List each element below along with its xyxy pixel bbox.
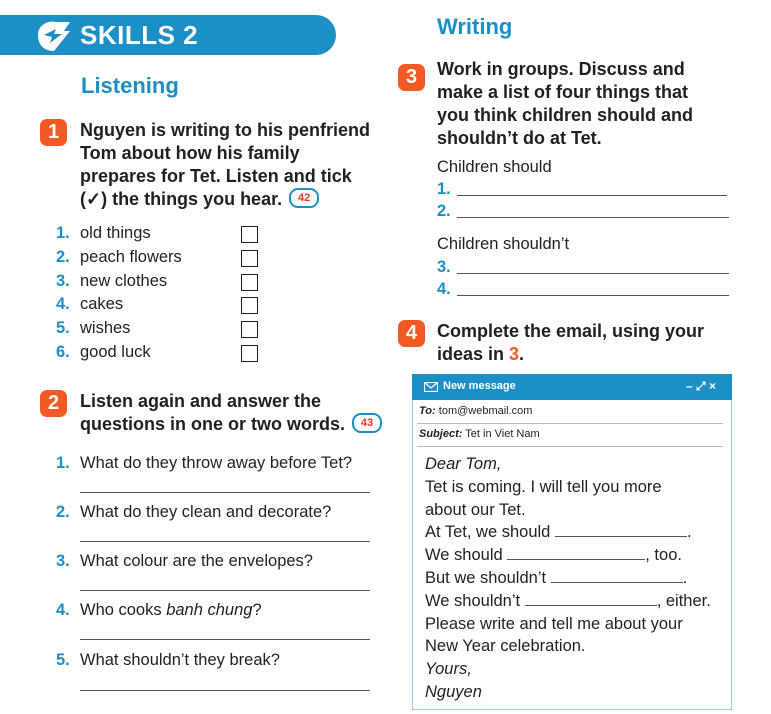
blank-field[interactable] xyxy=(507,545,645,560)
page-title: SKILLS 2 xyxy=(80,20,199,50)
answer-line[interactable] xyxy=(80,590,370,591)
window-controls[interactable]: – ⤢ × xyxy=(686,379,716,393)
writing-heading: Writing xyxy=(437,14,513,39)
email-line: But we shouldn’t . xyxy=(425,568,688,587)
answer-line[interactable] xyxy=(80,639,370,640)
arrow-hand-icon xyxy=(34,17,74,53)
list-number: 2. xyxy=(437,202,451,220)
question: 1. What do they throw away before Tet? xyxy=(56,454,353,472)
tick-box[interactable] xyxy=(241,345,258,362)
list-item: 4. cakes xyxy=(56,295,124,313)
email-signature: Nguyen xyxy=(425,682,482,701)
list-item: 6. good luck xyxy=(56,343,151,361)
email-line: At Tet, we should . xyxy=(425,523,692,542)
divider xyxy=(417,423,723,424)
email-to-field[interactable]: To: tom@webmail.com xyxy=(419,405,533,417)
answer-line[interactable] xyxy=(80,690,370,691)
exercise-2-badge: 2 xyxy=(40,390,67,417)
tick-box[interactable] xyxy=(241,297,258,314)
answer-line[interactable] xyxy=(457,217,729,218)
email-closing: Yours, xyxy=(425,660,472,679)
tick-box[interactable] xyxy=(241,274,258,291)
email-line: We shouldn’t , either. xyxy=(425,591,711,610)
audio-track-icon[interactable]: 43 xyxy=(352,413,382,433)
tick-box[interactable] xyxy=(241,250,258,267)
blank-field[interactable] xyxy=(555,522,687,537)
envelope-icon xyxy=(424,382,438,392)
email-subject-field[interactable]: Subject: Tet in Viet Nam xyxy=(419,428,540,440)
email-line: New Year celebration. xyxy=(425,637,586,656)
list-number: 1. xyxy=(437,180,451,198)
answer-line[interactable] xyxy=(457,295,729,296)
exercise-3-instruction: Work in groups. Discuss and make a list of four things that you think children should and shouldn’t do at Tet. xyxy=(437,59,694,148)
question: 4. Who cooks banh chung? xyxy=(56,601,262,619)
question: 5. What shouldn’t they break? xyxy=(56,651,280,669)
tick-box[interactable] xyxy=(241,321,258,338)
audio-track-icon[interactable]: 42 xyxy=(289,188,319,208)
list-number: 4. xyxy=(437,280,451,298)
list-item: 2. peach flowers xyxy=(56,248,182,266)
list-item: 3. new clothes xyxy=(56,272,168,290)
tick-box[interactable] xyxy=(241,226,258,243)
question: 2. What do they clean and decorate? xyxy=(56,503,332,521)
exercise-4-badge: 4 xyxy=(398,320,425,347)
answer-line[interactable] xyxy=(80,492,370,493)
answer-line[interactable] xyxy=(457,195,727,196)
email-greeting: Dear Tom, xyxy=(425,455,502,473)
listening-heading: Listening xyxy=(81,73,179,98)
email-line: Please write and tell me about your xyxy=(425,614,683,633)
answer-line[interactable] xyxy=(80,541,370,542)
email-title: New message xyxy=(443,380,516,392)
email-body xyxy=(425,453,725,704)
blank-field[interactable] xyxy=(525,591,657,606)
children-should-label: Children should xyxy=(437,158,552,176)
question: 3. What colour are the envelopes? xyxy=(56,552,313,570)
exercise-4-instruction: Complete the email, using your ideas in 3. xyxy=(437,321,705,364)
list-number: 3. xyxy=(437,258,451,276)
exercise-2-instruction: Listen again and answer the questions in one or two words. 43 xyxy=(80,390,400,436)
blank-field[interactable] xyxy=(551,568,683,583)
email-line: We should , too. xyxy=(425,546,682,565)
list-item: 1. old things xyxy=(56,224,151,242)
email-line: Tet is coming. I will tell you more xyxy=(425,477,662,496)
list-item: 5. wishes xyxy=(56,319,131,337)
exercise-1-instruction: Nguyen is writing to his penfriend Tom about how his family prepares for Tet. Listen and tick (✓) the things you hear. 42 xyxy=(80,120,371,209)
children-shouldnt-label: Children shouldn’t xyxy=(437,235,570,253)
exercise-3-badge: 3 xyxy=(398,64,425,91)
answer-line[interactable] xyxy=(457,273,729,274)
email-line: about our Tet. xyxy=(425,500,526,519)
exercise-1-badge: 1 xyxy=(40,119,67,146)
divider xyxy=(417,446,723,447)
